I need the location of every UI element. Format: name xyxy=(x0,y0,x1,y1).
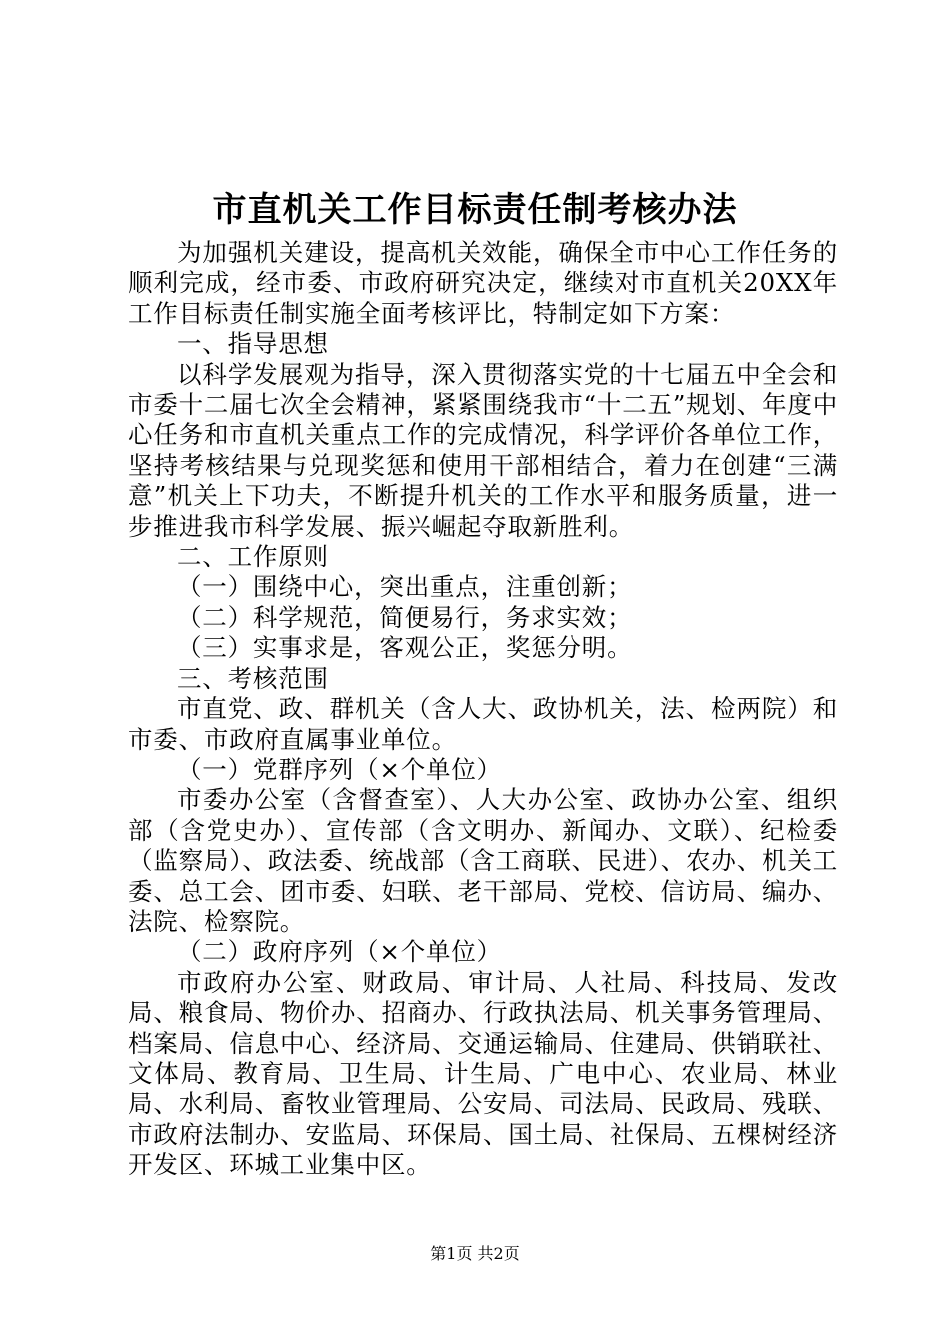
principle-item-1: （一）围绕中心，突出重点，注重创新； xyxy=(177,572,633,602)
page-number: 第1页 xyxy=(430,1244,473,1263)
page-footer xyxy=(0,1244,950,1264)
page-total: 共2页 xyxy=(477,1244,520,1263)
principle-item-3: （三）实事求是，客观公正，奖惩分明。 xyxy=(177,633,633,663)
subsection-heading-government-sequence: （二）政府序列（×个单位） xyxy=(177,937,502,967)
paragraph-intro: 为加强机关建设，提高机关效能，确保全市中心工作任务的顺利完成，经市委、市政府研究决定，继续对市直机关20XX年工作目标责任制实施全面考核评比，特制定如下方案： xyxy=(128,238,838,328)
section-heading-assessment-scope: 三、考核范围 xyxy=(177,663,329,693)
paragraph-guiding-thought: 以科学发展观为指导，深入贯彻落实党的十七届五中全会和市委十二届七次全会精神，紧紧围绕我市“十二五”规划、年度中心任务和市直机关重点工作的完成情况，科学评价各单位工作，坚持考核结果与兑现奖惩和使用干部相结合，着力在创建“三满意”机关上下功夫，不断提升机关的工作水平和服务质量，进一步推进我市科学发展、振兴崛起夺取新胜利。 xyxy=(128,359,838,541)
subsection-heading-party-sequence: （一）党群序列（×个单位） xyxy=(177,754,502,784)
document-body xyxy=(128,238,838,1181)
section-heading-guiding-thought: 一、指导思想 xyxy=(177,329,329,359)
section-heading-work-principles: 二、工作原则 xyxy=(177,542,329,572)
paragraph-assessment-scope: 市直党、政、群机关（含人大、政协机关，法、检两院）和市委、市政府直属事业单位。 xyxy=(128,694,838,754)
principle-item-2: （二）科学规范，简便易行，务求实效； xyxy=(177,602,633,632)
paragraph-government-sequence: 市政府办公室、财政局、审计局、人社局、科技局、发改局、粮食局、物价办、招商办、行政执法局、机关事务管理局、档案局、信息中心、经济局、交通运输局、住建局、供销联社、文体局、教育局、卫生局、计生局、广电中心、农业局、林业局、水利局、畜牧业管理局、公安局、司法局、民政局、残联、市政府法制办、安监局、环保局、国土局、社保局、五棵树经济开发区、环城工业集中区。 xyxy=(128,967,838,1180)
document-title: 市直机关工作目标责任制考核办法 xyxy=(212,190,738,230)
paragraph-party-sequence: 市委办公室（含督查室）、人大办公室、政协办公室、组织部（含党史办）、宣传部（含文明办、新闻办、文联）、纪检委（监察局）、政法委、统战部（含工商联、民进）、农办、机关工委、总工会、团市委、妇联、老干部局、党校、信访局、编办、法院、检察院。 xyxy=(128,785,838,936)
